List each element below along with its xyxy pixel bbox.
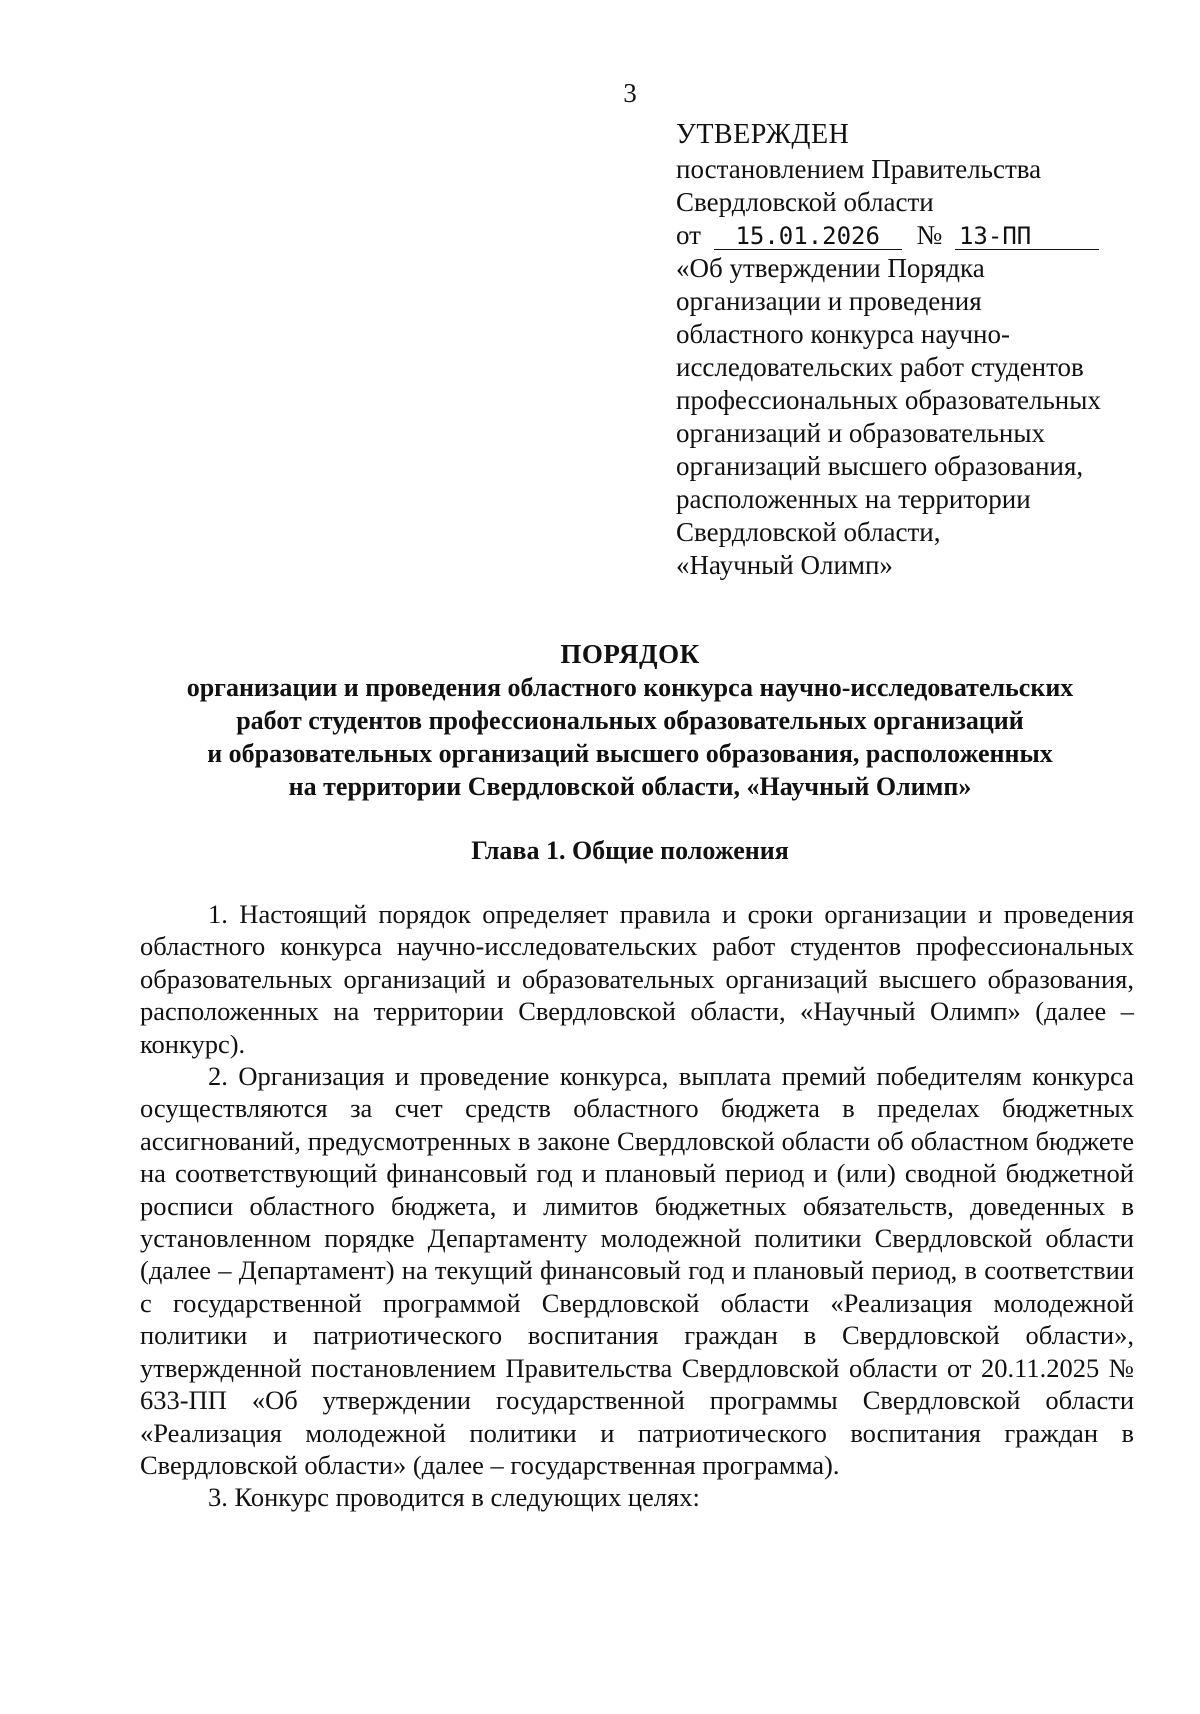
approval-line: организации и проведения (676, 286, 982, 316)
paragraph: 3. Конкурс проводится в следующих целях: (208, 1482, 700, 1513)
approval-line: профессиональных образовательных (676, 385, 1101, 415)
chapter-heading: Глава 1. Общие положения (471, 836, 789, 865)
approval-date-line (676, 219, 1146, 252)
document-title: ПОРЯДОК (560, 639, 700, 669)
approval-stamp: УТВЕРЖДЕН (676, 119, 850, 150)
document-body (140, 898, 1134, 1514)
number-prefix: № (916, 220, 943, 250)
approval-line: организаций и образовательных (676, 418, 1045, 448)
approval-line: Свердловской области (676, 187, 934, 217)
approval-line: «Об утверждении Порядка (676, 253, 985, 283)
title-line: работ студентов профессиональных образовательных организаций (236, 706, 1024, 735)
approval-line: исследовательских работ студентов (676, 352, 1084, 382)
date-prefix: от (676, 220, 701, 250)
approval-line: постановлением Правительства (676, 154, 1042, 184)
paragraph: 2. Организация и проведение конкурса, выплата премий победителям конкурса осуществляются за счет средств областного бюджета в пределах бюджетных ассигнований, предусмотренных в законе Свердловской области об областном бюджете на соответствующий финансовый год и плановый период и (или) сводной бюджетной росписи областного бюджета, и лимитов бюджетных обязательств, доведенных в установленном порядке Департаменту молодежной политики Свердловской области (далее – Департамент) на текущий финансовый год и плановый период, в соответствии с государственной программой Свердловской области «Реализация молодежной политики и патриотического воспитания граждан в Свердловской области», утвержденной постановлением Правительства Свердловской области от 20.11.2025 № 633-ПП «Об утверждении государственной программы Свердловской области «Реализация молодежной политики и патриотического воспитания граждан в Свердловской области» (далее – государственная программа). (140, 1061, 1134, 1480)
resolution-number: 13-ПП (955, 223, 1099, 250)
approval-block (676, 118, 1146, 582)
approval-line: расположенных на территории (676, 484, 1031, 514)
document-title-block (100, 638, 1160, 803)
page-number: 3 (623, 78, 637, 108)
title-line: организации и проведения областного конкурса научно-исследовательских (186, 673, 1074, 702)
resolution-date: 15.01.2026 (714, 223, 902, 250)
paragraph: 1. Настоящий порядок определяет правила и сроки организации и проведения областного конкурса научно-исследовательских работ студентов профессиональных образовательных организаций и образовательных организаций высшего образования, расположенных на территории Свердловской области, «Научный Олимп» (далее – конкурс). (140, 899, 1134, 1059)
approval-line: организаций высшего образования, (676, 451, 1084, 481)
approval-line: Свердловской области, (676, 517, 941, 547)
approval-line: «Научный Олимп» (676, 550, 893, 580)
title-line: и образовательных организаций высшего образования, расположенных (207, 739, 1053, 768)
approval-line: областного конкурса научно- (676, 319, 1010, 349)
title-line: на территории Свердловской области, «Научный Олимп» (288, 772, 972, 801)
